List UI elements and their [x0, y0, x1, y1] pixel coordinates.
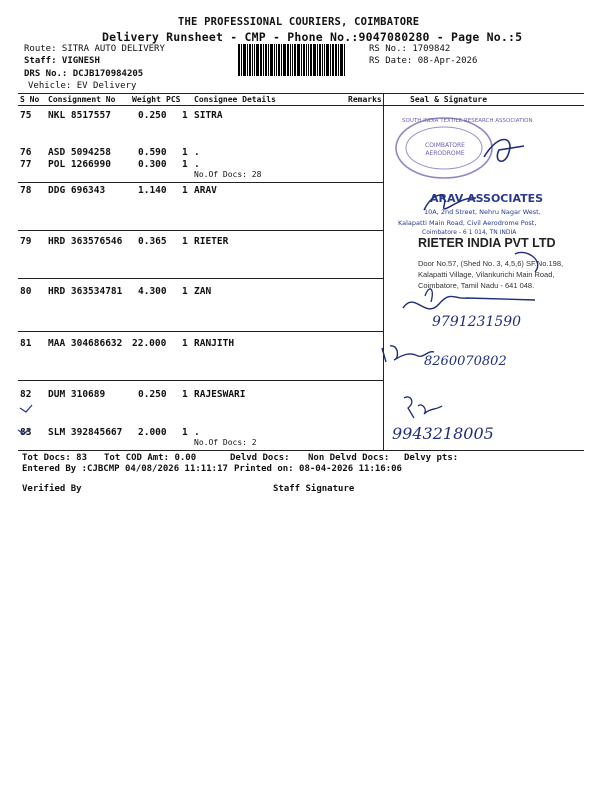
delivered-docs: Delvd Docs:	[230, 453, 290, 463]
col-header-seal: Seal & Signature	[410, 95, 488, 104]
docs-count-note: No.Of Docs: 2	[194, 438, 257, 447]
printed-on: Printed on: 08-04-2026 11:16:06	[234, 464, 402, 474]
row-separator	[18, 182, 383, 183]
rs-date: RS Date: 08-Apr-2026	[369, 56, 478, 66]
staff-signature: Staff Signature	[273, 484, 355, 494]
pen-tick-marks	[14, 400, 44, 440]
col-header-consignment: Consignment No	[48, 95, 116, 104]
staff-label: Staff: VIGNESH	[24, 56, 100, 66]
row-separator	[18, 331, 383, 332]
col-header-remarks: Remarks	[348, 95, 382, 104]
runsheet-subtitle: Delivery Runsheet - CMP - Phone No.:9047080280 - Page No.:5	[102, 30, 523, 44]
col-header-weight: Weight	[132, 95, 161, 104]
verified-by: Verified By	[22, 484, 82, 494]
row-separator	[18, 278, 383, 279]
route-label: Route: SITRA AUTO DELIVERY	[24, 44, 165, 54]
total-cod-amount: Tot COD Amt: 0.00	[104, 453, 197, 463]
col-header-consignee: Consignee Details	[194, 95, 276, 104]
row-separator	[18, 230, 383, 231]
barcode	[238, 44, 364, 76]
col-header-pcs: PCS	[166, 95, 181, 104]
company-title: THE PROFESSIONAL COURIERS, COIMBATORE	[178, 16, 420, 28]
delivery-points: Delvy pts:	[404, 453, 459, 463]
non-delivered-docs: Non Delvd Docs:	[308, 453, 390, 463]
col-header-sno: S No	[20, 95, 40, 104]
rs-number: RS No.: 1709842	[369, 44, 451, 54]
total-docs: Tot Docs: 83	[22, 453, 88, 463]
entered-by: Entered By :CJBCMP 04/08/2026 11:11:17	[22, 464, 228, 474]
table-header-rule	[18, 105, 584, 106]
table-bottom-rule	[18, 450, 584, 451]
table-top-rule	[18, 93, 584, 94]
drs-label: DRS No.: DCJB170984205	[24, 69, 144, 79]
row-separator	[18, 380, 383, 381]
docs-count-note: No.Of Docs: 28	[194, 170, 262, 179]
vehicle-label: Vehicle: EV Delivery	[28, 81, 137, 91]
seal-column-rule	[383, 93, 384, 450]
